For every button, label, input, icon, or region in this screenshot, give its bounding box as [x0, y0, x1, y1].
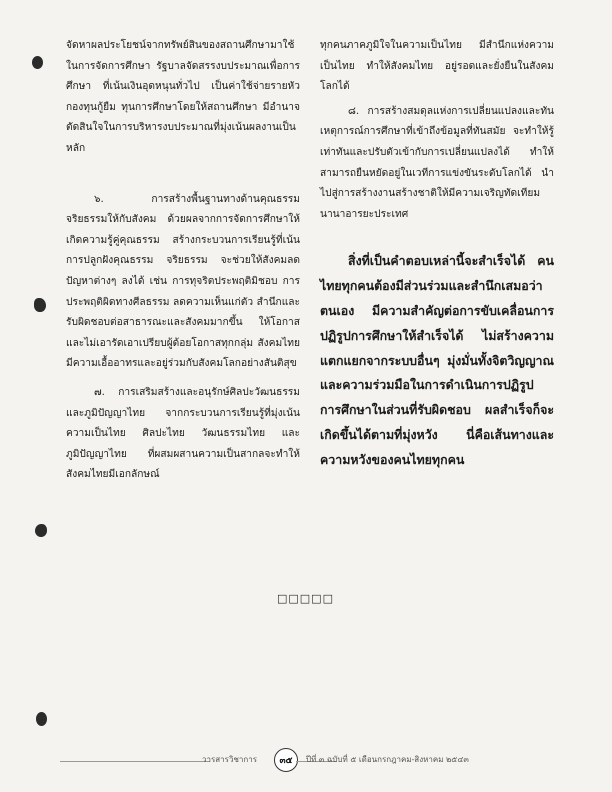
journal-name: วารสารวิชาการ: [202, 755, 257, 764]
punch-hole-mark: [36, 712, 47, 726]
page-number: ๓๕: [279, 756, 293, 766]
punch-hole-mark: [34, 298, 46, 312]
punch-hole-mark: [35, 524, 47, 537]
right-column: [320, 36, 554, 473]
punch-hole-mark: [32, 56, 43, 69]
page-footer: [60, 748, 560, 774]
paragraph-item-6: ๖. การสร้างพื้นฐานทางด้านคุณธรรม จริยธรรมให้กับสังคม ด้วยผลจากการจัดการศึกษาให้เกิดความรู้คู่คุณธรรม สร้างกระบวนการเรียนรู้ที่เน้นการปลูกฝังคุณธรรม จริยธรรม จะช่วยให้สังคมลดปัญหาต่างๆ ลงได้ เช่น การทุจริตประพฤติมิชอบ การประพฤติผิดทางศีลธรรม ลดความเห็นแก่ตัว สำนึกและรับผิดชอบต่อสาธารณะและสังคมมากขึ้น ให้โอกาสและไม่เอารัดเอาเปรียบผู้ด้อยโอกาสทุกกลุ่ม สังคมไทยมีความเอื้ออาทรและอยู่ร่วมกับสังคมโลกอย่างสันติสุข: [66, 193, 300, 370]
paragraph-item-8: ๘. การสร้างสมดุลแห่งการเปลี่ยนแปลงและทันเหตุการณ์การศึกษาที่เข้าถึงข้อมูลที่ทันสมัย จะทำให้รู้เท่าทันและปรับตัวเข้ากับการเปลี่ยนแปลงได้ ทำให้สามารถยืนหยัดอยู่ในเวทีการแข่งขันระดับโลกได้ นำไปสู่การสร้างงานสร้างชาติให้มีความเจริญทัดเทียมนานาอารยะประเทศ: [320, 105, 554, 220]
section-divider: □□□□□: [277, 592, 334, 605]
issue-info: ปีที่ ๓ ฉบับที่ ๕ เดือนกรกฎาคม-สิงหาคม ๒๕๔๓: [306, 755, 469, 764]
left-column: [66, 36, 300, 486]
footer-rule: [60, 761, 210, 762]
paragraph: ทุกคนภาคภูมิใจในความเป็นไทย มีสำนึกแห่งความเป็นไทย ทำให้สังคมไทย อยู่รอดและยั่งยืนในสังคมโลกได้: [320, 40, 554, 93]
page-number-badge: [274, 748, 298, 772]
paragraph-item-7: ๗. การเสริมสร้างและอนุรักษ์ศิลปะวัฒนธรรม และภูมิปัญญาไทย จากกระบวนการเรียนรู้ที่มุ่งเน้นความเป็นไทย ศิลปะไทย วัฒนธรรมไทย และภูมิปัญญาไทย ที่ผสมผสานความเป็นสากลจะทำให้สังคมไทยมีเอกลักษณ์: [66, 386, 300, 481]
closing-paragraph: สิ่งที่เป็นคำตอบเหล่านี้จะสำเร็จได้ คนไทยทุกคนต้องมีส่วนร่วมและสำนึกเสมอว่าตนเอง มีความสำคัญต่อการขับเคลื่อนการปฏิรูปการศึกษาให้สำเร็จได้ ไม่สร้างความแตกแยกจากระบบอื่นๆ มุ่งมั่นทั้งจิตวิญญาณ และความร่วมมือในการดำเนินการปฏิรูปการศึกษาในส่วนที่รับผิดชอบ ผลสำเร็จก็จะเกิดขึ้นได้ตามที่มุ่งหวัง นี่คือเส้นทางและความหวังของคนไทยทุกคน: [320, 253, 554, 467]
paragraph: จัดหาผลประโยชน์จากทรัพย์สินของสถานศึกษามาใช้ในการจัดการศึกษา รัฐบาลจัดสรรงบประมาณเพื่อการศึกษา ที่เน้นเงินอุดหนุนทั่วไป เป็นค่าใช้จ่ายรายหัว กองทุนกู้ยืม ทุนการศึกษาโดยให้สถานศึกษา มีอำนาจตัดสินใจในการบริหารงบประมาณที่มุ่งเน้นผลงานเป็นหลัก: [66, 40, 300, 154]
